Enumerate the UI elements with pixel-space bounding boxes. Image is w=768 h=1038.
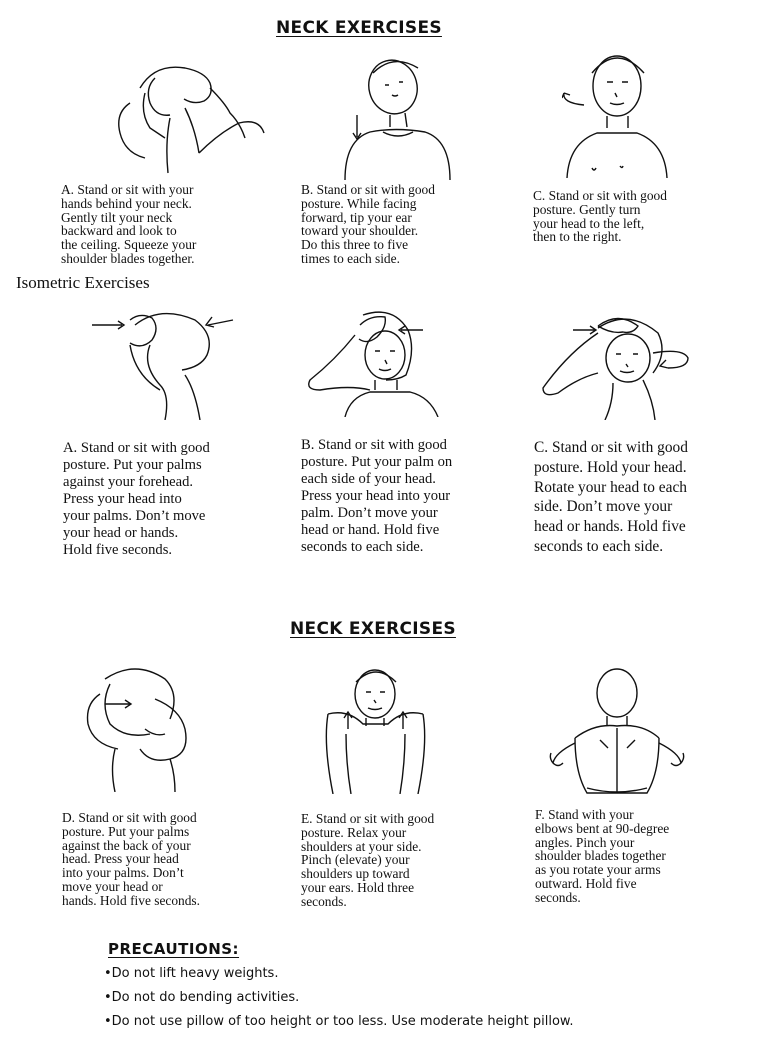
shoulder-shrug-illustration [318,664,433,794]
precautions-title: PRECAUTIONS: [108,940,240,958]
isometric-heading: Isometric Exercises [16,273,150,292]
exercise-caption: D. Stand or sit with good posture. Put your palms against the back of your head. Press your head into your palms. Don’t move your head or hands. Hold five seconds. [62,810,200,908]
precautions-list [104,966,574,1038]
palms-on-forehead-illustration [90,305,235,420]
palm-on-side-of-head-illustration [305,305,440,417]
head-turn-illustration [562,48,672,178]
exercise-caption: C. Stand or sit with good posture. Gently turn your head to the left, then to the right. [533,188,667,245]
head-tilt-back-illustration [100,48,265,178]
palms-behind-head-illustration [85,664,193,792]
exercise-caption: B. Stand or sit with good posture. Put your palm on each side of your head. Press your head into your palm. Don’t move your head or hand. Hold five seconds to each side. [301,437,453,555]
exercise-caption: E. Stand or sit with good posture. Relax your shoulders at your side. Pinch (elevate) your shoulders up toward your ears. Hold three seconds. [301,811,435,909]
page-title: NECK EXERCISES [276,18,442,38]
precaution-item: • Do not lift heavy weights. [104,966,574,990]
hold-head-rotate-illustration [538,308,693,420]
exercise-caption: C. Stand or sit with good posture. Hold your head. Rotate your head to each side. Don’t move your head or hands. Hold five seconds to each side. [534,439,688,555]
ear-to-shoulder-illustration [335,55,460,180]
exercise-caption: B. Stand or sit with good posture. While facing forward, tip your ear toward your shoulder. Do this three to five times to each side. [301,182,435,266]
precaution-item: • Do not use pillow of too height or too less. Use moderate height pillow. [104,1014,574,1038]
exercise-caption: A. Stand or sit with good posture. Put your palms against your forehead. Press your head into your palms. Don’t move your head or hands. Hold five seconds. [63,440,210,558]
precaution-item: • Do not do bending activities. [104,990,574,1014]
exercise-caption: A. Stand or sit with your hands behind your neck. Gently tilt your neck backward and look to the ceiling. Squeeze your shoulder blades together. [61,182,197,266]
shoulder-blade-pinch-illustration [545,668,690,800]
section-title-2: NECK EXERCISES [290,619,456,639]
exercise-caption: F. Stand with your elbows bent at 90-degree angles. Pinch your shoulder blades together as you rotate your arms outward. Hold five seconds. [535,807,670,905]
